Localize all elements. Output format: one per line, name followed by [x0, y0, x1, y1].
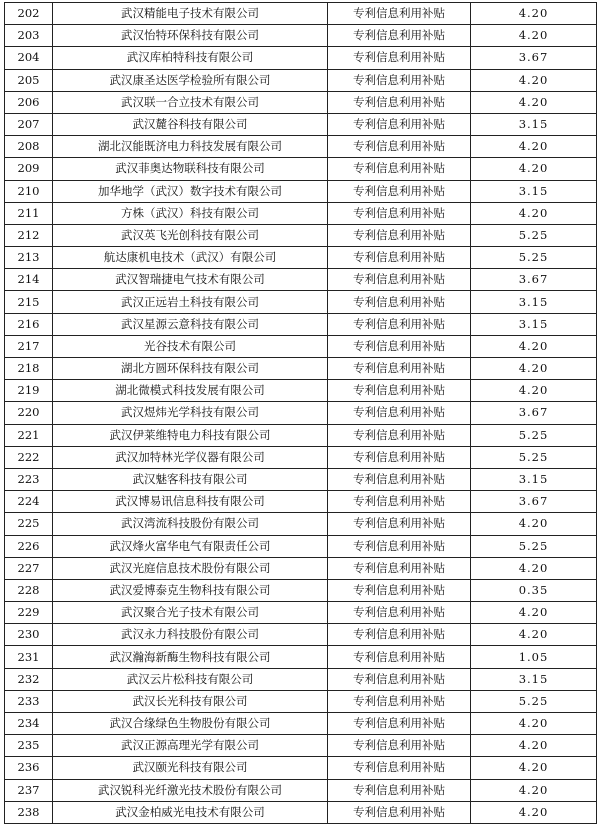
company-name-cell: 湖北微模式科技发展有限公司 [53, 380, 328, 402]
row-number-cell: 230 [5, 624, 53, 646]
table-row [5, 313, 597, 335]
subsidy-type-cell: 专利信息利用补贴 [328, 69, 471, 91]
table-row [5, 158, 597, 180]
amount-cell: 4.20 [471, 136, 597, 158]
company-name-cell: 武汉长光科技有限公司 [53, 690, 328, 712]
table-row [5, 624, 597, 646]
amount-cell: 5.25 [471, 247, 597, 269]
row-number-cell: 217 [5, 335, 53, 357]
subsidy-type-cell: 专利信息利用补贴 [328, 402, 471, 424]
subsidy-type-cell: 专利信息利用补贴 [328, 624, 471, 646]
company-name-cell: 方株（武汉）科技有限公司 [53, 202, 328, 224]
company-name-cell: 武汉魅客科技有限公司 [53, 468, 328, 490]
subsidy-type-cell: 专利信息利用补贴 [328, 602, 471, 624]
amount-cell: 4.20 [471, 91, 597, 113]
amount-cell: 5.25 [471, 690, 597, 712]
row-number-cell: 228 [5, 579, 53, 601]
row-number-cell: 233 [5, 690, 53, 712]
amount-cell: 0.35 [471, 579, 597, 601]
subsidy-type-cell: 专利信息利用补贴 [328, 735, 471, 757]
table-row [5, 47, 597, 69]
table-row [5, 136, 597, 158]
row-number-cell: 231 [5, 646, 53, 668]
table-row [5, 424, 597, 446]
subsidy-type-cell: 专利信息利用补贴 [328, 335, 471, 357]
row-number-cell: 215 [5, 291, 53, 313]
table-row [5, 491, 597, 513]
company-name-cell: 湖北汉能既济电力科技发展有限公司 [53, 136, 328, 158]
table-row [5, 690, 597, 712]
table-row [5, 757, 597, 779]
company-name-cell: 武汉英飞光创科技有限公司 [53, 224, 328, 246]
company-name-cell: 武汉合缘绿色生物股份有限公司 [53, 713, 328, 735]
row-number-cell: 232 [5, 668, 53, 690]
row-number-cell: 235 [5, 735, 53, 757]
company-name-cell: 武汉麓谷科技有限公司 [53, 113, 328, 135]
table-row [5, 513, 597, 535]
subsidy-type-cell: 专利信息利用补贴 [328, 25, 471, 47]
amount-cell: 3.15 [471, 668, 597, 690]
row-number-cell: 213 [5, 247, 53, 269]
row-number-cell: 222 [5, 446, 53, 468]
subsidy-type-cell: 专利信息利用补贴 [328, 557, 471, 579]
amount-cell: 3.15 [471, 180, 597, 202]
table-row [5, 180, 597, 202]
amount-cell: 5.25 [471, 424, 597, 446]
table-row [5, 247, 597, 269]
table-row [5, 801, 597, 823]
amount-cell: 5.25 [471, 224, 597, 246]
table-body [5, 3, 597, 824]
amount-cell: 4.20 [471, 69, 597, 91]
row-number-cell: 209 [5, 158, 53, 180]
subsidy-type-cell: 专利信息利用补贴 [328, 713, 471, 735]
subsidy-type-cell: 专利信息利用补贴 [328, 690, 471, 712]
amount-cell: 3.15 [471, 468, 597, 490]
company-name-cell: 航达康机电技术（武汉）有限公司 [53, 247, 328, 269]
amount-cell: 5.25 [471, 535, 597, 557]
company-name-cell: 武汉精能电子技术有限公司 [53, 3, 328, 25]
table-row [5, 224, 597, 246]
row-number-cell: 216 [5, 313, 53, 335]
subsidy-type-cell: 专利信息利用补贴 [328, 313, 471, 335]
amount-cell: 4.20 [471, 358, 597, 380]
table-row [5, 535, 597, 557]
table-row [5, 713, 597, 735]
table-row [5, 602, 597, 624]
amount-cell: 4.20 [471, 25, 597, 47]
amount-cell: 4.20 [471, 779, 597, 801]
company-name-cell: 武汉正远岩土科技有限公司 [53, 291, 328, 313]
row-number-cell: 224 [5, 491, 53, 513]
table-row [5, 25, 597, 47]
company-name-cell: 武汉金柏威光电技术有限公司 [53, 801, 328, 823]
row-number-cell: 207 [5, 113, 53, 135]
company-name-cell: 武汉康圣达医学检验所有限公司 [53, 69, 328, 91]
amount-cell: 3.67 [471, 491, 597, 513]
company-name-cell: 武汉云片松科技有限公司 [53, 668, 328, 690]
row-number-cell: 219 [5, 380, 53, 402]
subsidy-type-cell: 专利信息利用补贴 [328, 247, 471, 269]
table-row [5, 91, 597, 113]
subsidy-type-cell: 专利信息利用补贴 [328, 3, 471, 25]
table-row [5, 468, 597, 490]
row-number-cell: 203 [5, 25, 53, 47]
amount-cell: 4.20 [471, 380, 597, 402]
subsidy-type-cell: 专利信息利用补贴 [328, 491, 471, 513]
amount-cell: 3.67 [471, 402, 597, 424]
table-row [5, 668, 597, 690]
company-name-cell: 武汉煜炜光学科技有限公司 [53, 402, 328, 424]
amount-cell: 4.20 [471, 624, 597, 646]
amount-cell: 3.67 [471, 47, 597, 69]
subsidy-type-cell: 专利信息利用补贴 [328, 47, 471, 69]
amount-cell: 4.20 [471, 602, 597, 624]
amount-cell: 4.20 [471, 335, 597, 357]
subsidy-type-cell: 专利信息利用补贴 [328, 668, 471, 690]
table-row [5, 380, 597, 402]
row-number-cell: 223 [5, 468, 53, 490]
subsidy-type-cell: 专利信息利用补贴 [328, 468, 471, 490]
row-number-cell: 210 [5, 180, 53, 202]
amount-cell: 3.15 [471, 291, 597, 313]
amount-cell: 4.20 [471, 158, 597, 180]
subsidy-type-cell: 专利信息利用补贴 [328, 269, 471, 291]
subsidy-type-cell: 专利信息利用补贴 [328, 757, 471, 779]
amount-cell: 4.20 [471, 557, 597, 579]
amount-cell: 4.20 [471, 757, 597, 779]
subsidy-type-cell: 专利信息利用补贴 [328, 801, 471, 823]
table-row [5, 335, 597, 357]
company-name-cell: 武汉聚合光子技术有限公司 [53, 602, 328, 624]
subsidy-type-cell: 专利信息利用补贴 [328, 158, 471, 180]
company-name-cell: 武汉库柏特科技有限公司 [53, 47, 328, 69]
subsidy-type-cell: 专利信息利用补贴 [328, 113, 471, 135]
subsidy-type-cell: 专利信息利用补贴 [328, 779, 471, 801]
subsidy-type-cell: 专利信息利用补贴 [328, 202, 471, 224]
row-number-cell: 220 [5, 402, 53, 424]
row-number-cell: 225 [5, 513, 53, 535]
table-row [5, 3, 597, 25]
company-name-cell: 武汉颐光科技有限公司 [53, 757, 328, 779]
row-number-cell: 211 [5, 202, 53, 224]
row-number-cell: 227 [5, 557, 53, 579]
company-name-cell: 湖北方圆环保科技有限公司 [53, 358, 328, 380]
row-number-cell: 208 [5, 136, 53, 158]
subsidy-type-cell: 专利信息利用补贴 [328, 535, 471, 557]
table-row [5, 269, 597, 291]
subsidy-type-cell: 专利信息利用补贴 [328, 136, 471, 158]
table-row [5, 402, 597, 424]
table-row [5, 291, 597, 313]
row-number-cell: 234 [5, 713, 53, 735]
company-name-cell: 武汉联一合立技术有限公司 [53, 91, 328, 113]
row-number-cell: 214 [5, 269, 53, 291]
amount-cell: 3.15 [471, 313, 597, 335]
table-row [5, 202, 597, 224]
amount-cell: 4.20 [471, 202, 597, 224]
amount-cell: 4.20 [471, 513, 597, 535]
company-name-cell: 武汉智瑞捷电气技术有限公司 [53, 269, 328, 291]
company-name-cell: 武汉菲奥达物联科技有限公司 [53, 158, 328, 180]
company-name-cell: 光谷技术有限公司 [53, 335, 328, 357]
row-number-cell: 212 [5, 224, 53, 246]
table-row [5, 557, 597, 579]
company-name-cell: 武汉加特林光学仪器有限公司 [53, 446, 328, 468]
company-name-cell: 武汉光庭信息技术股份有限公司 [53, 557, 328, 579]
company-name-cell: 武汉星源云意科技有限公司 [53, 313, 328, 335]
amount-cell: 4.20 [471, 735, 597, 757]
company-name-cell: 武汉湾流科技股份有限公司 [53, 513, 328, 535]
amount-cell: 3.15 [471, 113, 597, 135]
table-row [5, 113, 597, 135]
subsidy-type-cell: 专利信息利用补贴 [328, 358, 471, 380]
row-number-cell: 238 [5, 801, 53, 823]
company-name-cell: 武汉爱博泰克生物科技有限公司 [53, 579, 328, 601]
subsidy-type-cell: 专利信息利用补贴 [328, 579, 471, 601]
company-name-cell: 武汉伊莱维特电力科技有限公司 [53, 424, 328, 446]
subsidy-type-cell: 专利信息利用补贴 [328, 446, 471, 468]
amount-cell: 3.67 [471, 269, 597, 291]
amount-cell: 4.20 [471, 801, 597, 823]
subsidy-type-cell: 专利信息利用补贴 [328, 513, 471, 535]
company-name-cell: 武汉锐科光纤激光技术股份有限公司 [53, 779, 328, 801]
table-row [5, 69, 597, 91]
subsidy-type-cell: 专利信息利用补贴 [328, 380, 471, 402]
amount-cell: 4.20 [471, 3, 597, 25]
table-row [5, 358, 597, 380]
row-number-cell: 218 [5, 358, 53, 380]
amount-cell: 4.20 [471, 713, 597, 735]
subsidy-type-cell: 专利信息利用补贴 [328, 424, 471, 446]
table-row [5, 646, 597, 668]
amount-cell: 5.25 [471, 446, 597, 468]
row-number-cell: 206 [5, 91, 53, 113]
row-number-cell: 204 [5, 47, 53, 69]
row-number-cell: 226 [5, 535, 53, 557]
company-name-cell: 加华地学（武汉）数字技术有限公司 [53, 180, 328, 202]
company-name-cell: 武汉怡特环保科技有限公司 [53, 25, 328, 47]
subsidy-type-cell: 专利信息利用补贴 [328, 224, 471, 246]
table-row [5, 735, 597, 757]
row-number-cell: 236 [5, 757, 53, 779]
subsidy-type-cell: 专利信息利用补贴 [328, 646, 471, 668]
table-row [5, 579, 597, 601]
company-name-cell: 武汉正源高理光学有限公司 [53, 735, 328, 757]
row-number-cell: 229 [5, 602, 53, 624]
subsidy-type-cell: 专利信息利用补贴 [328, 180, 471, 202]
row-number-cell: 202 [5, 3, 53, 25]
company-name-cell: 武汉永力科技股份有限公司 [53, 624, 328, 646]
subsidy-type-cell: 专利信息利用补贴 [328, 91, 471, 113]
table-row [5, 446, 597, 468]
table-row [5, 779, 597, 801]
company-name-cell: 武汉烽火富华电气有限责任公司 [53, 535, 328, 557]
row-number-cell: 221 [5, 424, 53, 446]
company-name-cell: 武汉瀚海新酶生物科技有限公司 [53, 646, 328, 668]
row-number-cell: 205 [5, 69, 53, 91]
row-number-cell: 237 [5, 779, 53, 801]
company-name-cell: 武汉博易讯信息科技有限公司 [53, 491, 328, 513]
subsidy-table [4, 2, 597, 824]
subsidy-type-cell: 专利信息利用补贴 [328, 291, 471, 313]
amount-cell: 1.05 [471, 646, 597, 668]
